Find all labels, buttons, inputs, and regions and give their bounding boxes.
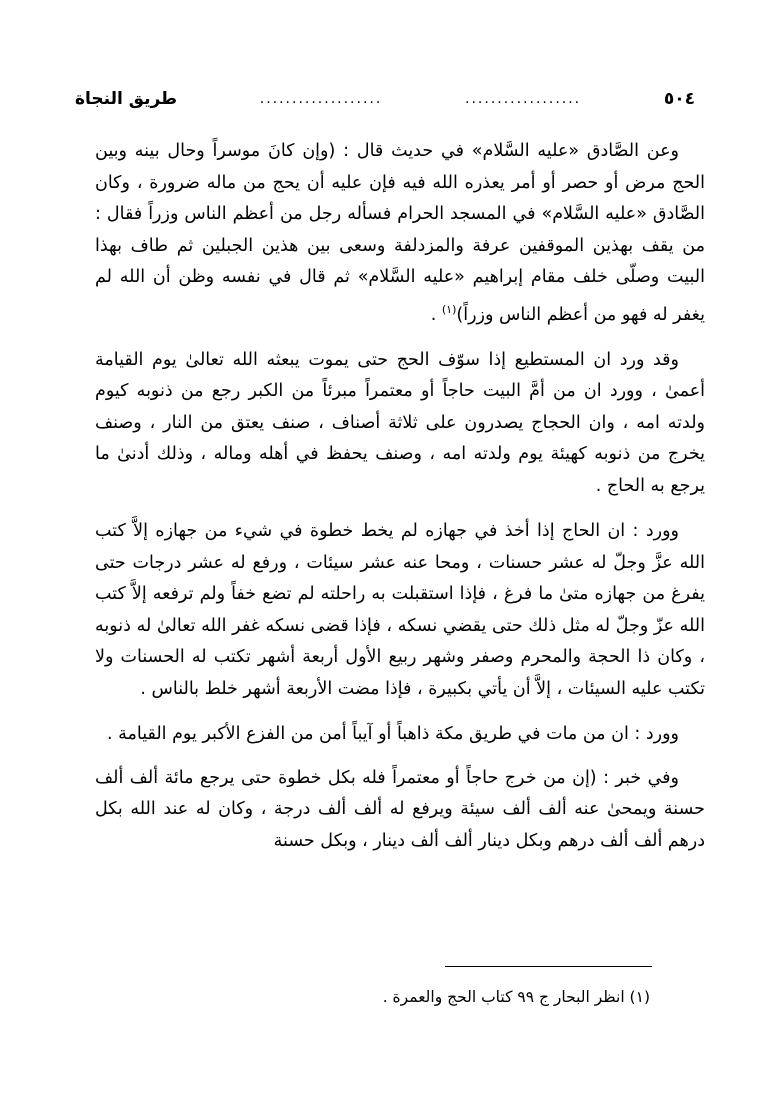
- paragraph-1-text: وعن الصَّادق «عليه السَّلام» في حديث قال : (وإن كانَ موسراً وحال بينه وبين الحج مرض أو حصر أو أمر يعذره الله فيه فإن عليه أن يحج من ماله ضرورة ، وكان الصَّادق «عليه السَّلام» في المسجد الحرام فسأله رجل من أعظم الناس وزراً فقال : من يقف بهذين الموقفين عرفة والمزدلفة وسعى بين هذين الجبلين ثم طاف بهذا البيت وصلّى خلف مقام إبراهيم «عليه السَّلام» ثم قال في نفسه وظن أن الله لم يغفر له فهو من أعظم الناس وزراً): [95, 141, 705, 325]
- header-dots-right: ..................: [465, 91, 582, 107]
- header-dots-left: ...................: [259, 91, 383, 107]
- paragraph-5: وفي خبر : (إن من خرج حاجاً أو معتمراً فله بكل خطوة حتى يرجع مائة ألف ألف حسنة ويمحىٰ عنه ألف ألف سيئة ويرفع له ألف ألف درجة ، وكان له عند الله بكل درهم ألف ألف درهم وبكل دينار ألف ألف دينار ، وبكل حسنة: [95, 767, 705, 851]
- paragraph-1-tail: .: [430, 304, 442, 325]
- footnote: (١) انظر البحار ج ٩٩ كتاب الحج والعمرة .: [382, 988, 650, 1006]
- footnote-separator: [445, 966, 652, 967]
- paragraph-2: وقد ورد ان المستطيع إذا سوّف الحج حتى يموت يبعثه الله تعالىٰ يوم القيامة أعمىٰ ، وورد ان من أمَّ البيت حاجاً أو معتمراً مبرئاً من الكبر رجع من ذنوبه كيوم ولدته امه ، وان الحجاج يصدرون على ثلاثة أصناف ، صنف يعتق من النار ، وصنف يخرج من ذنوبه كهيئة يوم ولدته امه ، وصنف يحفظ في أهله وماله ، وذلك أدنىٰ ما يرجع به الحاج .: [95, 349, 705, 496]
- paragraph-4: وورد : ان من مات في طريق مكة ذاهباً أو آيباً أمن من الفزع الأكبر يوم القيامة .: [106, 724, 679, 745]
- main-text: [95, 136, 705, 871]
- running-header: [75, 84, 695, 114]
- footnote-ref: (١): [441, 302, 457, 316]
- running-title: طريق النجاة: [75, 89, 178, 109]
- paragraph-1: [95, 136, 705, 331]
- page-number: ٥٠٤: [663, 89, 695, 109]
- paragraph-3: وورد : ان الحاج إذا أخذ في جهازه لم يخط خطوة في شيء من جهازه إلاَّ كتب الله عزَّ وجلّ له عشر حسنات ، ومحا عنه عشر سيئات ، ورفع له عشر درجات حتى يفرغ من جهازه متىٰ ما فرغ ، فإذا استقبلت به راحلته لم تضع خفاً ولم ترفعه إلاَّ كتب الله عزّ وجلّ له مثل ذلك حتى يقضي نسكه ، فإذا قضى نسكه غفر الله تعالىٰ له ذنوبه ، وكان ذا الحجة والمحرم وصفر وشهر ربيع الأول أربعة أشهر تكتب له الحسنات ولا تكتب عليه السيئات ، إلاَّ أن يأتي بكبيرة ، فإذا مضت الأربعة أشهر خلط بالناس .: [95, 521, 705, 699]
